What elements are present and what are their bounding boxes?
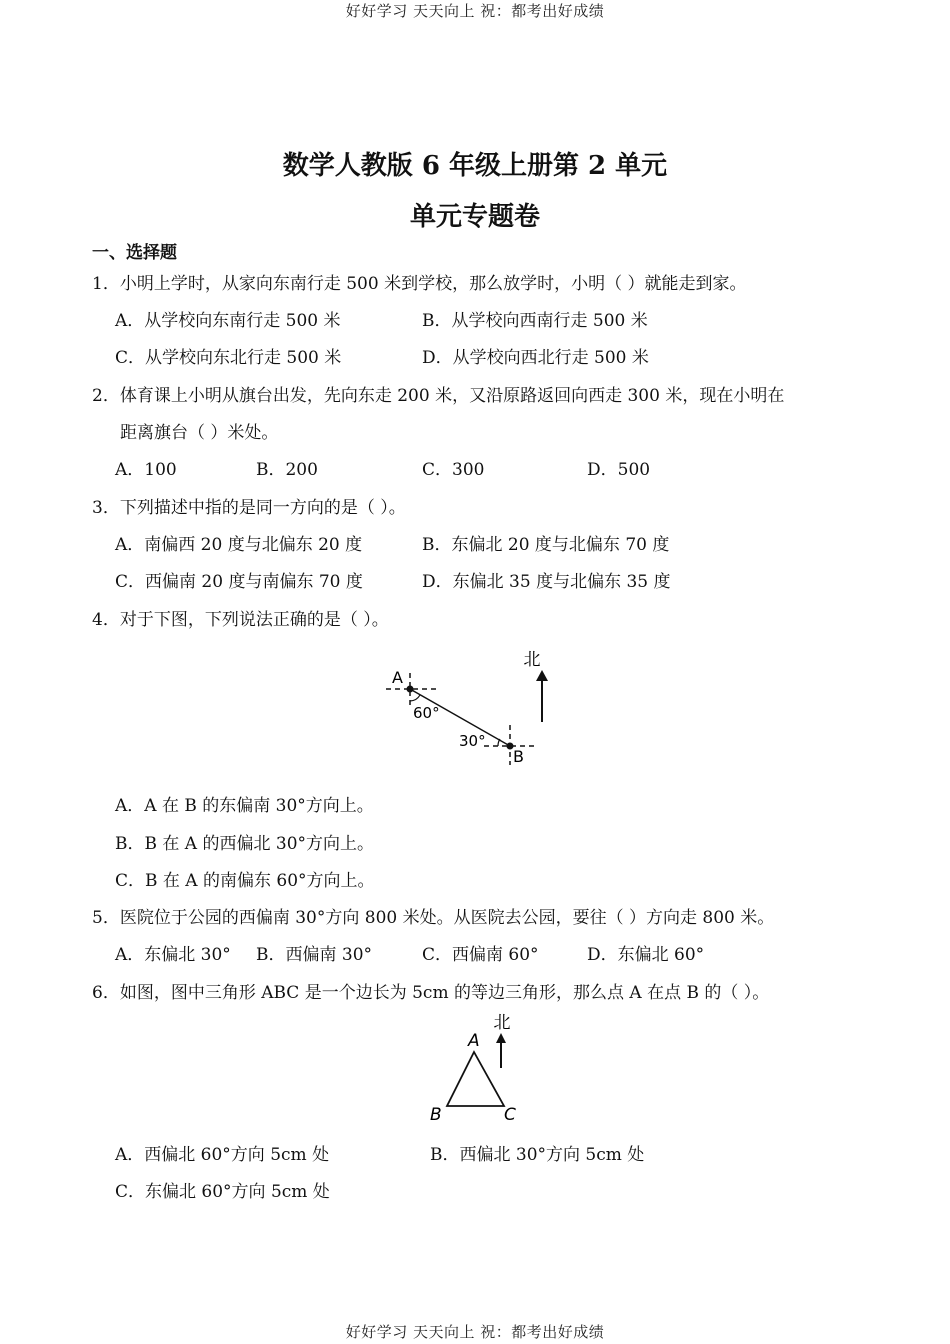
question-3-option-a: A．南偏西 20 度与北偏东 20 度 (115, 535, 363, 555)
vertex-c-label: C (504, 1105, 516, 1125)
page-header: 好好学习 天天向上 祝：都考出好成绩 (345, 2, 605, 20)
question-1-stem: 1．小明上学时，从家向东南行走 500 米到学校，那么放学时，小明（ ）就能走到家。 (92, 274, 747, 294)
question-4-option-a: A．A 在 B 的东偏南 30°方向上。 (115, 796, 374, 816)
question-1-option-d: D．从学校向西北行走 500 米 (422, 348, 649, 368)
question-1-option-a: A．从学校向东南行走 500 米 (115, 311, 341, 331)
section-heading: 一、选择题 (92, 243, 177, 263)
question-3-option-c: C．西偏南 20 度与南偏东 70 度 (115, 572, 363, 592)
north-arrow-head (496, 1033, 506, 1043)
angle-arc-a (410, 695, 420, 701)
page-title: 数学人教版 6 年级上册第 2 单元 (282, 151, 668, 181)
question-5-option-a: A．东偏北 30° (115, 945, 231, 965)
question-6-figure (420, 1008, 540, 1128)
vertex-a-label: A (468, 1031, 480, 1051)
question-6-option-a: A．西偏北 60°方向 5cm 处 (115, 1145, 330, 1165)
question-3-option-d: D．东偏北 35 度与北偏东 35 度 (422, 572, 671, 592)
north-arrow-head (536, 670, 548, 681)
question-2-option-a: A．100 (115, 460, 177, 480)
question-6-option-c: C．东偏北 60°方向 5cm 处 (115, 1182, 330, 1202)
question-2-stem: 2．体育课上小明从旗台出发，先向东走 200 米，又沿原路返回向西走 300 米，现在小明在 (92, 386, 785, 406)
question-2-stem-cont: 距离旗台（ ）米处。 (120, 423, 279, 443)
question-2-option-d: D．500 (587, 460, 651, 480)
point-b-label: B (513, 747, 524, 766)
question-6-option-b: B．西偏北 30°方向 5cm 处 (430, 1145, 645, 1165)
question-5-option-b: B．西偏南 30° (256, 945, 373, 965)
question-1-option-b: B．从学校向西南行走 500 米 (422, 311, 648, 331)
question-3-option-b: B．东偏北 20 度与北偏东 70 度 (422, 535, 670, 555)
question-4-option-c: C．B 在 A 的南偏东 60°方向上。 (115, 871, 375, 891)
vertex-b-label: B (430, 1105, 442, 1125)
question-4-option-b: B．B 在 A 的西偏北 30°方向上。 (115, 834, 375, 854)
angle-b-label: 30° (459, 732, 486, 750)
question-2-option-c: C．300 (422, 460, 485, 480)
question-5-option-d: D．东偏北 60° (587, 945, 705, 965)
triangle-abc (447, 1052, 504, 1106)
point-a-label: A (392, 668, 403, 687)
figure-north-label: 北 (493, 1013, 511, 1033)
question-6-stem: 6．如图，图中三角形 ABC 是一个边长为 5cm 的等边三角形，那么点 A 在点 B 的（ ）。 (92, 983, 770, 1003)
page-footer: 好好学习 天天向上 祝：都考出好成绩 (345, 1323, 605, 1341)
question-5-option-c: C．西偏南 60° (422, 945, 539, 965)
question-4-figure (380, 645, 560, 770)
figure-north-label: 北 (523, 650, 541, 670)
question-5-stem: 5．医院位于公园的西偏南 30°方向 800 米处。从医院去公园，要往（ ）方向走 800 米。 (92, 908, 775, 928)
angle-a-label: 60° (413, 704, 440, 722)
question-2-option-b: B．200 (256, 460, 318, 480)
question-3-stem: 3．下列描述中指的是同一方向的是（ ）。 (92, 498, 406, 518)
question-1-option-c: C．从学校向东北行走 500 米 (115, 348, 342, 368)
page-subtitle: 单元专题卷 (409, 202, 540, 232)
question-4-stem: 4．对于下图，下列说法正确的是（ ）。 (92, 610, 389, 630)
